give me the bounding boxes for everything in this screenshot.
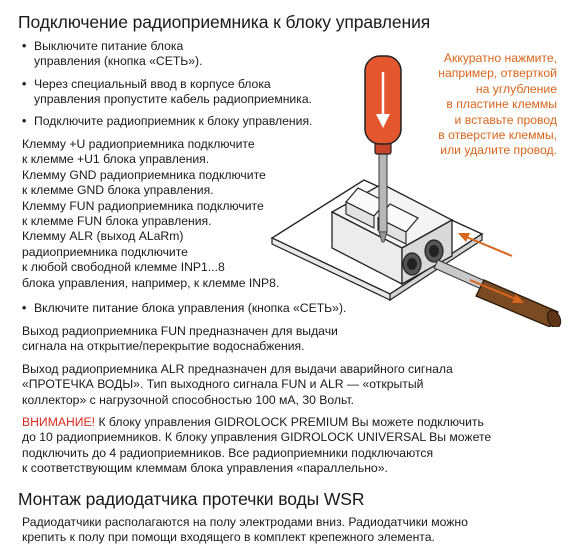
step-cable-entry: • Через специальный ввод в корпусе блока управления пропустите кабель радиоприемника. bbox=[22, 77, 312, 108]
warning-text: К блоку управления GIDROLOCK PREMIUM Вы можете подключить до 10 радиоприемников. К блоку управления GIDROLOCK UNIVERSAL Вы можете подключить до 4 радиоприемников. Все радиоприемники подключаются к соответствующим клеммам блока управления «параллельно». bbox=[22, 415, 492, 476]
section-title-wsr: Монтаж радиодатчика протечки воды WSR bbox=[18, 489, 365, 509]
warning-label: ВНИМАНИЕ! bbox=[22, 415, 96, 429]
alr-output-note: Выход радиоприемника ALR предназначен для выдачи аварийного сигнала «ПРОТЕЧКА ВОДЫ». Тип выходного сигнала FUN и ALR — «открытый коллектор» с нагрузочной способностью 100 мА, 30 Вольт. bbox=[22, 362, 453, 407]
step-power-off: • Выключите питание блока управления (кнопка «СЕТЬ»). bbox=[22, 39, 203, 70]
section-text-wsr: Радиодатчики располагаются на полу электродами вниз. Радиодатчики можно крепить к полу при помощи входящего в комплект крепежного элемента. bbox=[22, 515, 468, 545]
terminal-instructions: Клемму +U радиоприемника подключите к клемме +U1 блока управления. Клемму GND радиоприемника подключите к клемме GND блока управления. Клемму FUN радиоприемника подключите к клемме FUN блока управления. Клемму ALR (выход ALaRm) радиоприемника подключите к любой свободной клемме INP1...8 блока управления, например, к клемме INP8. bbox=[22, 137, 280, 290]
step-power-on: • Включите питание блока управления (кнопка «СЕТЬ»). bbox=[22, 301, 346, 316]
warning-block bbox=[22, 415, 491, 477]
terminal-illustration bbox=[262, 52, 562, 327]
wire-icon bbox=[434, 260, 562, 327]
step-connect: • Подключите радиоприемник к блоку управления. bbox=[22, 114, 312, 129]
fun-output-note: Выход радиоприемника FUN предназначен для выдачи сигнала на открытие/перекрытие водоснабжения. bbox=[22, 324, 338, 354]
page-title: Подключение радиоприемника к блоку управления bbox=[18, 12, 431, 32]
screwdriver-note: Аккуратно нажмите, например, отверткой на углубление в пластине клеммы и вставьте провод в отверстие клеммы, или удалите провод. bbox=[438, 51, 557, 158]
terminal-block-icon bbox=[272, 180, 482, 300]
